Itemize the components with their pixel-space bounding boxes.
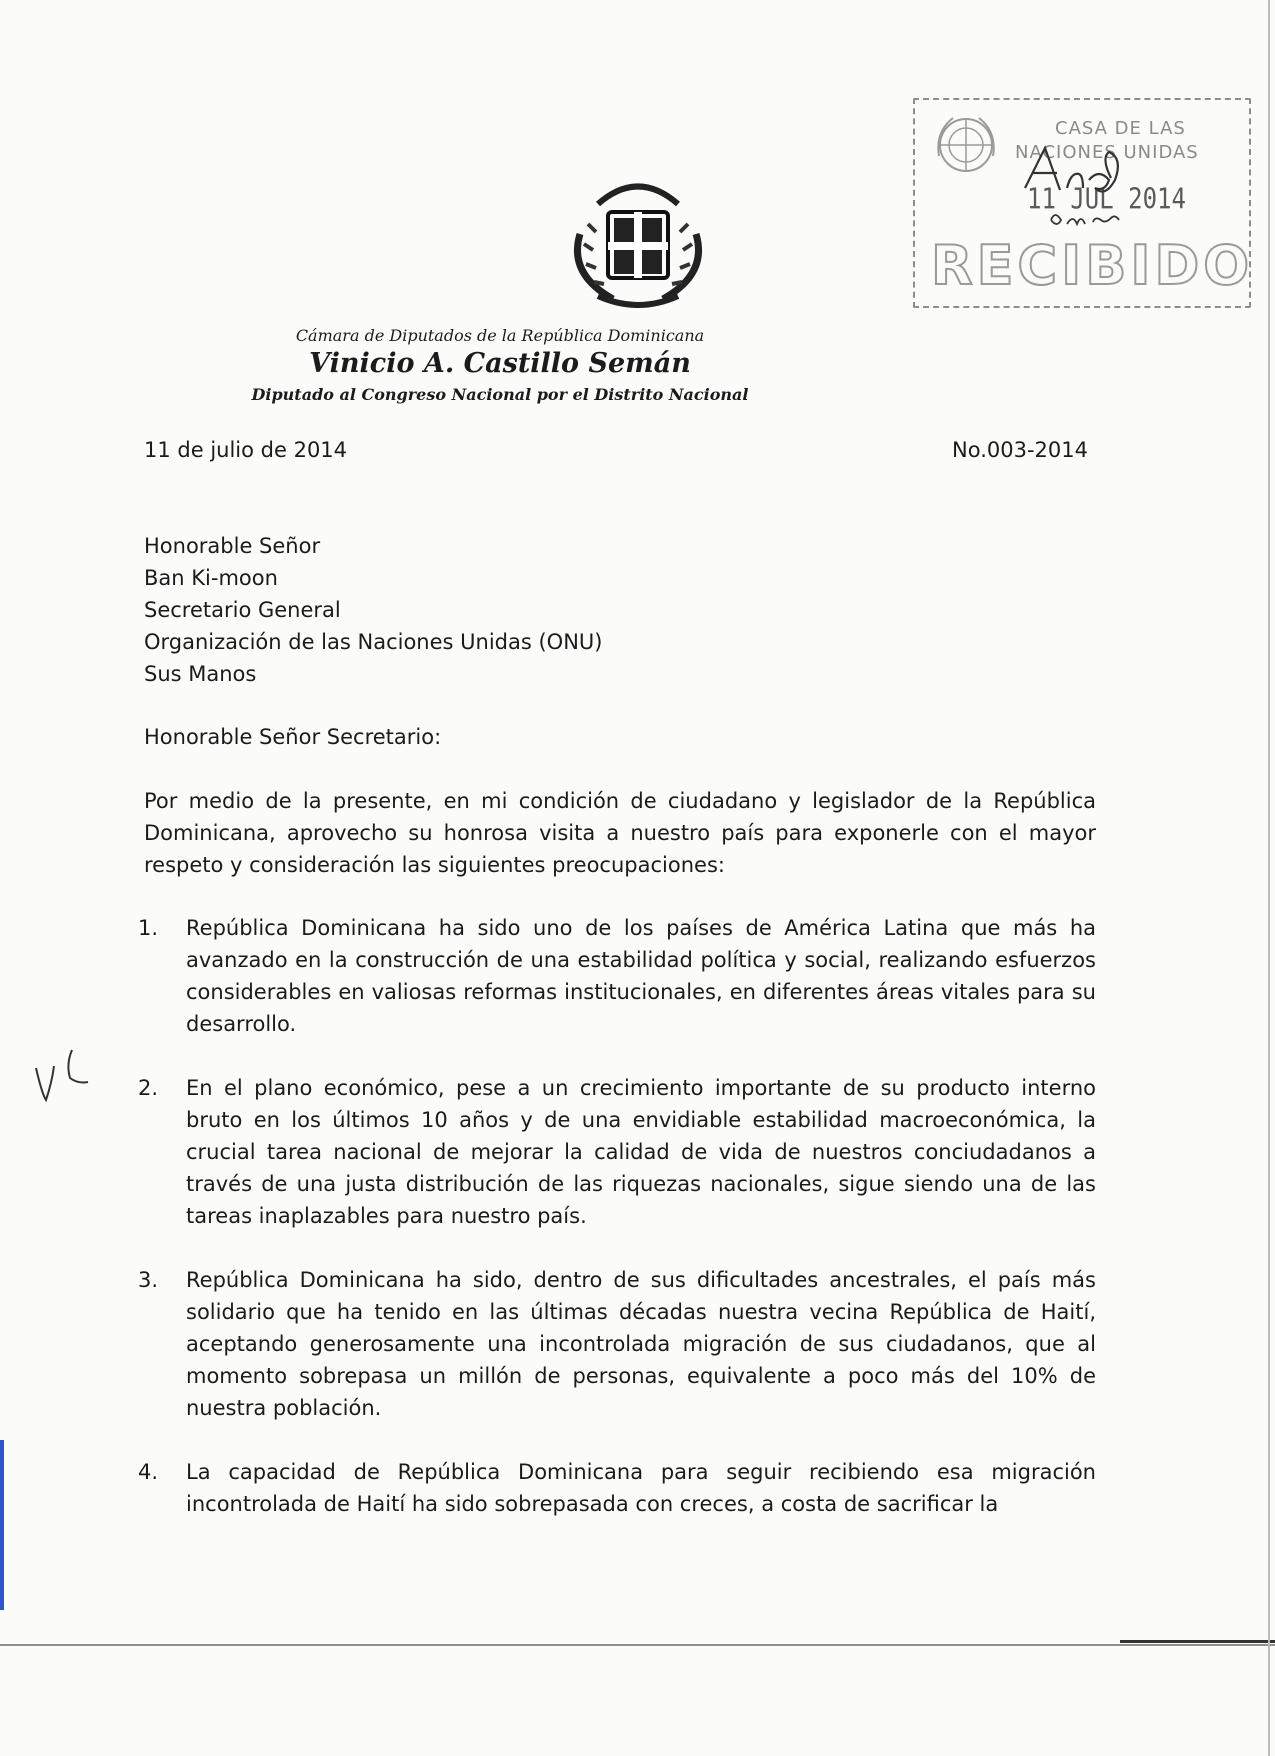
recipient-address (144, 530, 602, 690)
coat-of-arms-icon (558, 164, 718, 314)
address-line: Secretario General (144, 598, 341, 622)
handwritten-margin-mark (32, 1038, 102, 1108)
concerns-list (138, 912, 1096, 1552)
scan-right-edge (1268, 0, 1270, 1756)
list-item-number: 4. (138, 1460, 159, 1484)
chamber-name: Cámara de Diputados de la República Dominicana (295, 326, 705, 345)
scan-bottom-line (0, 1644, 1275, 1646)
salutation: Honorable Señor Secretario: (144, 725, 442, 749)
sender-name: Vinicio A. Castillo Semán (309, 348, 691, 379)
stamp-line-1: CASA DE LAS (1055, 118, 1186, 139)
list-item (138, 1264, 1096, 1424)
list-item-number: 1. (138, 916, 159, 940)
address-line: Sus Manos (144, 662, 257, 686)
list-item-text: La capacidad de República Dominicana para seguir recibiendo esa migración incontrolada de Haití ha sido sobrepasada con creces, a costa de sacrificar la (186, 1460, 1096, 1516)
letter-reference: No.003-2014 (952, 438, 1088, 462)
stamp-date: 11 JUL 2014 (1027, 182, 1186, 216)
scan-edge-mark (0, 1440, 4, 1610)
intro-paragraph: Por medio de la presente, en mi condición de ciudadano y legislador de la República Dominicana, aprovecho su honrosa visita a nuestro país para exponerle con el mayor respeto y consideración las siguientes preocupaciones: (144, 789, 1096, 877)
address-line: Ban Ki-moon (144, 566, 278, 590)
address-line: Organización de las Naciones Unidas (ONU) (144, 630, 603, 654)
handwritten-signature (1005, 128, 1145, 238)
address-line: Honorable Señor (144, 534, 321, 558)
stamp-status: RECIBIDO (931, 234, 1254, 297)
sender-role: Diputado al Congreso Nacional por el Distrito Nacional (251, 385, 749, 404)
list-item-text: República Dominicana ha sido, dentro de sus dificultades ancestrales, el país más solidario que ha tenido en las últimas décadas nuestra vecina República de Haití, aceptando generosamente una incontrolada migración de sus ciudadanos, que al momento sobrepasa un millón de personas, equivalente a poco más del 10% de nuestra población. (186, 1268, 1096, 1420)
list-item-number: 2. (138, 1076, 159, 1100)
list-item-number: 3. (138, 1268, 159, 1292)
list-item-text: República Dominicana ha sido uno de los países de América Latina que más ha avanzado en la construcción de una estabilidad política y social, realizando esfuerzos considerables en valiosas reformas institucionales, en diferentes áreas vitales para su desarrollo. (186, 916, 1096, 1036)
un-emblem-icon (933, 112, 999, 178)
list-item-text: En el plano económico, pese a un crecimiento importante de su producto interno bruto en los últimos 10 años y de una envidiable estabilidad macroeconómica, la crucial tarea nacional de mejorar la calidad de vida de nuestros conciudadanos a través de una justa distribución de las riquezas nacionales, sigue siendo una de las tareas inaplazables para nuestro país. (186, 1076, 1096, 1228)
received-stamp (913, 98, 1254, 308)
scan-bottom-line-dark (1120, 1640, 1275, 1643)
list-item (138, 1072, 1096, 1232)
letter-date: 11 de julio de 2014 (144, 438, 348, 462)
list-item (138, 912, 1096, 1040)
stamp-line-2: NACIONES UNIDAS (1015, 142, 1199, 163)
list-item (138, 1456, 1096, 1520)
